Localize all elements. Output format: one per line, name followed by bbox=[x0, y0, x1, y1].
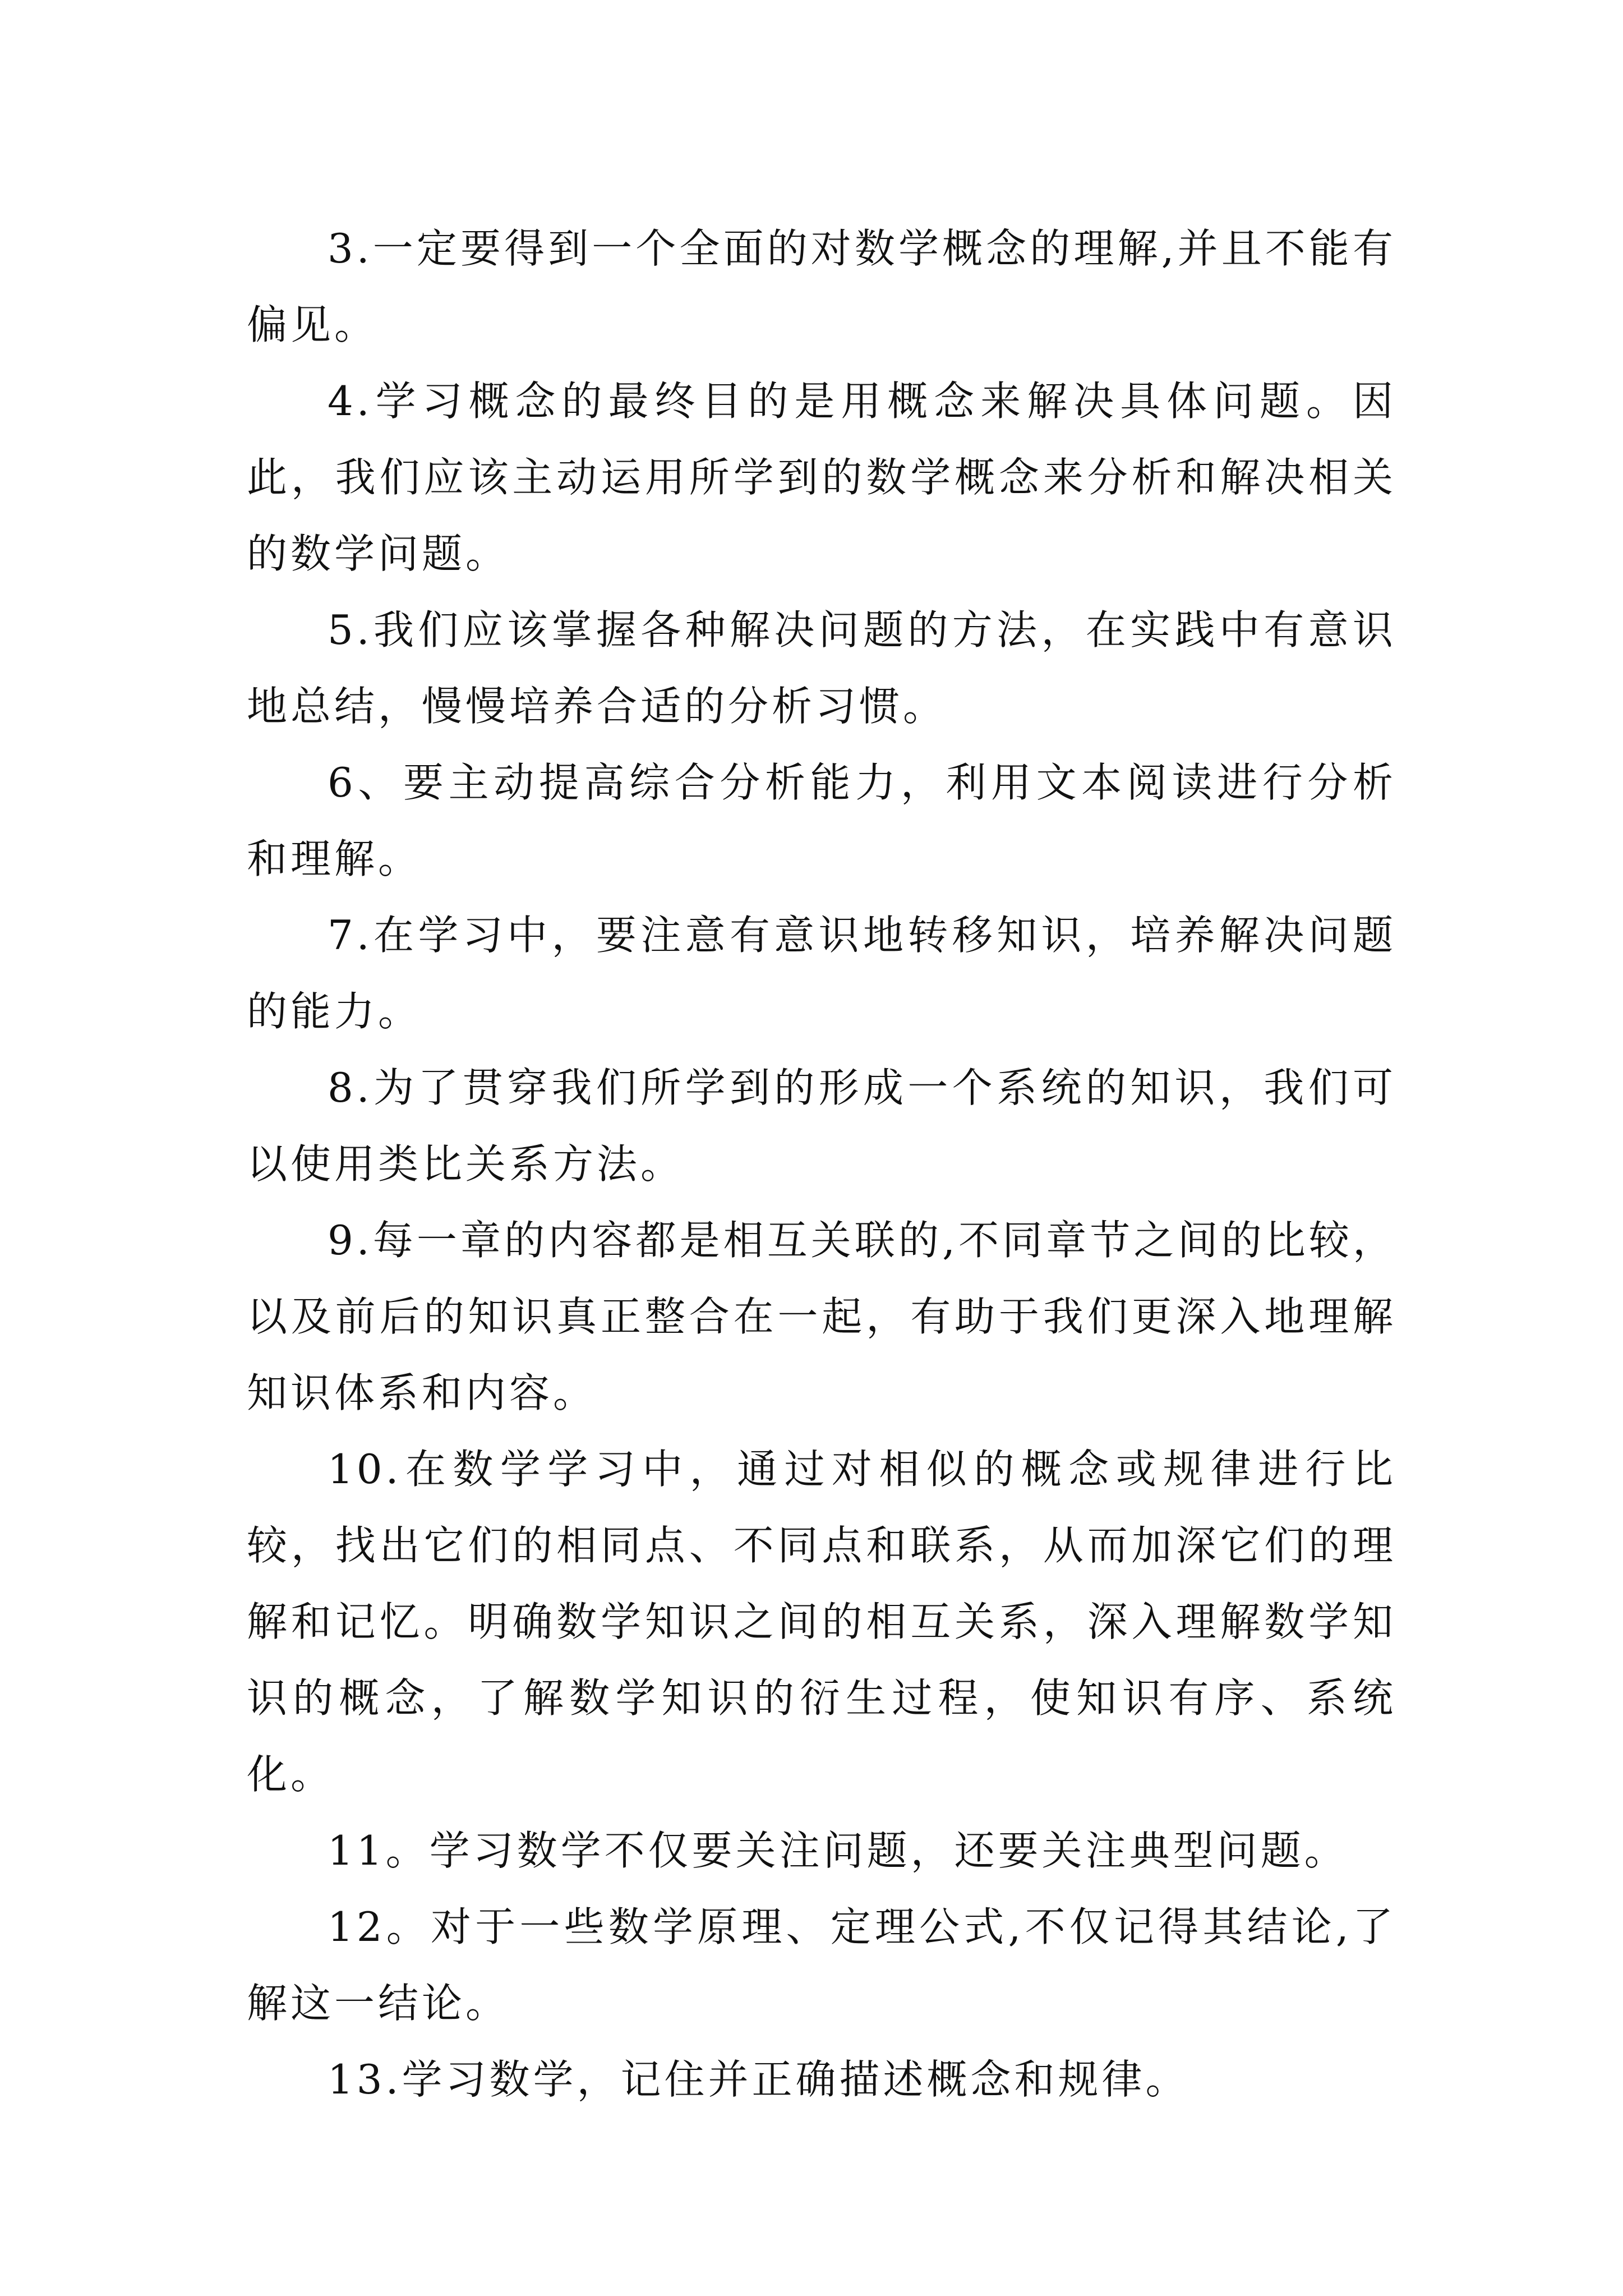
paragraph-10: 10.在数学学习中，通过对相似的概念或规律进行比较，找出它们的相同点、不同点和联系，从而加深它们的理解和记忆。明确数学知识之间的相互关系，深入理解数学知识的概念，了解数学知识的衍生过程，使知识有序、系统化。 bbox=[247, 1446, 1396, 1798]
paragraph-8: 8.为了贯穿我们所学到的形成一个系统的知识，我们可以使用类比关系方法。 bbox=[247, 1064, 1396, 1188]
paragraph-3: 3.一定要得到一个全面的对数学概念的理解,并且不能有偏见。 bbox=[247, 225, 1396, 348]
paragraph-4: 4.学习概念的最终目的是用概念来解决具体问题。因此，我们应该主动运用所学到的数学概念来分析和解决相关的数学问题。 bbox=[247, 378, 1396, 577]
paragraph-7: 7.在学习中，要注意有意识地转移知识，培养解决问题的能力。 bbox=[247, 912, 1396, 1035]
paragraph-5: 5.我们应该掌握各种解决问题的方法，在实践中有意识地总结，慢慢培养合适的分析习惯。 bbox=[247, 606, 1396, 730]
paragraph-11: 11。学习数学不仅要关注问题，还要关注典型问题。 bbox=[328, 1827, 1348, 1874]
paragraph-9: 9.每一章的内容都是相互关联的,不同章节之间的比较，以及前后的知识真正整合在一起，有助于我们更深入地理解知识体系和内容。 bbox=[247, 1217, 1396, 1416]
paragraph-12: 12。对于一些数学原理、定理公式,不仅记得其结论,了解这一结论。 bbox=[247, 1903, 1396, 2027]
paragraph-13: 13.学习数学，记住并正确描述概念和规律。 bbox=[328, 2056, 1189, 2103]
paragraph-6: 6、要主动提高综合分析能力，利用文本阅读进行分析和理解。 bbox=[247, 759, 1396, 882]
document-body bbox=[247, 210, 1396, 2118]
